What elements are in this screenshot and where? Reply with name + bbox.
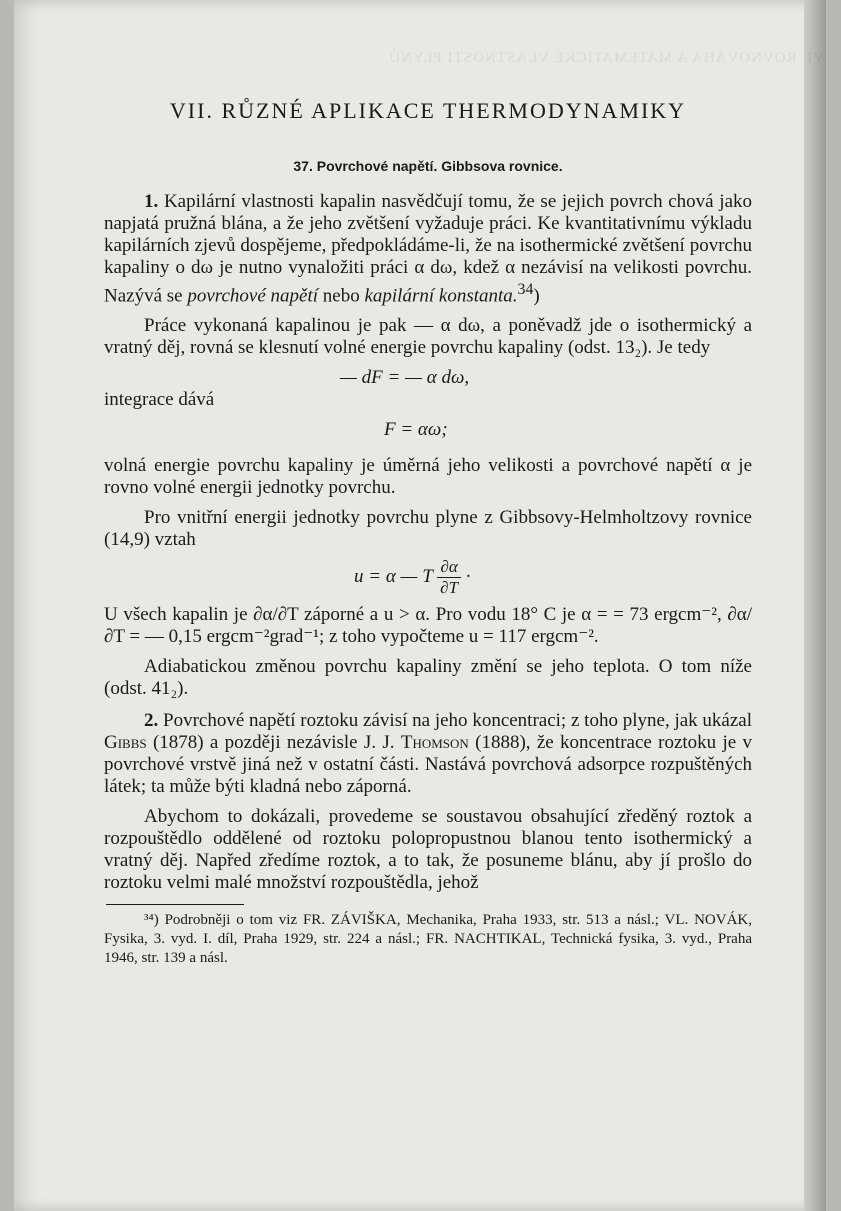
paragraph-3: integrace dává — [104, 389, 215, 411]
chapter-title: VII. RŮZNÉ APLIKACE THERMODYNAMIKY — [169, 98, 687, 123]
fraction-numerator: ∂α — [437, 557, 461, 578]
paragraph-8 — [104, 710, 752, 798]
footnote-34: ³⁴) Podrobněji o tom viz FR. ZÁVIŠKA, Mechanika, Praha 1933, str. 513 a násl.; VL. NOVÁK, Fysika, 3. vyd. I. díl, Praha 1929, str. 224 a násl.; FR. NACHTIKAL, Technická fysika, 3. vyd., Praha 1946, str. 139 a násl. — [104, 912, 752, 967]
equation-lhs: u = α — T — [354, 566, 433, 588]
equation-end: · — [465, 566, 471, 588]
equation-1: — dF = — α dω, — [340, 367, 470, 389]
partial-fraction — [437, 557, 461, 598]
author-gibbs: Gibbs — [104, 732, 147, 754]
paragraph-text: nebo — [322, 285, 360, 307]
paragraph-6: U všech kapalin je ∂α/∂T záporné a u > α. Pro vodu 18° C je α = = 73 ergcm⁻², ∂α/∂T = — 0,15 ergcm⁻²grad⁻¹; z toho vypočteme u = 117 ergcm⁻². — [104, 604, 752, 648]
equation-3 — [104, 557, 752, 598]
paren: ) — [533, 285, 540, 307]
page-edge-shadow — [804, 0, 826, 1211]
fraction-denominator: ∂T — [440, 578, 459, 598]
author-thomson: Thomson — [400, 732, 469, 754]
page-content — [104, 100, 752, 968]
paragraph-number: 2. — [144, 710, 159, 732]
paragraph-number: 1. — [144, 191, 159, 212]
paragraph-text: (1888), že koncentrace roztoku je v povrchové vrstvě jiná než v ostatní části. Nastává povrchová adsorpce rozpuštěných látek; ta může býti kladná nebo záporná. — [104, 732, 753, 798]
section-title: 37. Povrchové napětí. Gibbsova rovnice. — [293, 158, 563, 174]
paragraph-text: Kapilární vlastnosti kapalin nasvědčují tomu, že se jejich povrch chová jako napjatá pružná blána, a že jeho zvětšení vyžaduje práci. Ke kvantitativnímu výkladu kapilárních zjevů dospějeme, předpokládáme-li, že na isothermické zvětšení povrchu kapaliny o dω je nutno vynaložiti práci α dω, kdež α nezávisí na velikosti povrchu. Nazývá se — [104, 191, 753, 307]
paragraph-9: Abychom to dokázali, provedeme se soustavou obsahující zředěný roztok a rozpouštědlo oddělené od roztoku polopropustnou blanou tento isothermický a vratný děj. Napřed zředíme roztok, a to tak, že posuneme blánu, aby jí prošlo do roztoku velmi malé množství rozpouštědla, jehož — [104, 806, 752, 894]
footnote-ref: 34 — [517, 281, 534, 298]
paragraph-1 — [104, 191, 752, 307]
equation-2: F = αω; — [384, 419, 448, 441]
paragraph-4: volná energie povrchu kapaliny je úměrná jeho velikosti a povrchové napětí α je rovno volné energii jednotky povrchu. — [104, 455, 752, 499]
paragraph-text: (1878) a později nezávisle J. J. — [152, 732, 395, 754]
term-surface-tension: povrchové napětí — [187, 285, 319, 307]
paragraph-5: Pro vnitřní energii jednotky povrchu plyne z Gibbsovy-Helmholtzovy rovnice (14,9) vztah — [104, 507, 752, 551]
paragraph-2: Práce vykonaná kapalinou je pak — α dω, a poněvadž jde o isothermický a vratný děj, rovná se klesnutí volné energie povrchu kapaliny (odst. 13₂). Je tedy — [104, 315, 752, 359]
paragraph-text: Povrchové napětí roztoku závisí na jeho koncentraci; z toho plyne, jak ukázal — [163, 710, 753, 732]
footnote-rule — [106, 904, 244, 905]
footnote — [104, 911, 752, 968]
paragraph-7: Adiabatickou změnou povrchu kapaliny změní se jeho teplota. O tom níže (odst. 41₂). — [104, 656, 752, 700]
term-capillary-constant: kapilární konstanta. — [364, 285, 518, 307]
bleed-through-text: VI. ROVNOVÁHA A MATEMATICKÉ VLASTNOSTI PLYNŮ — [388, 50, 824, 66]
